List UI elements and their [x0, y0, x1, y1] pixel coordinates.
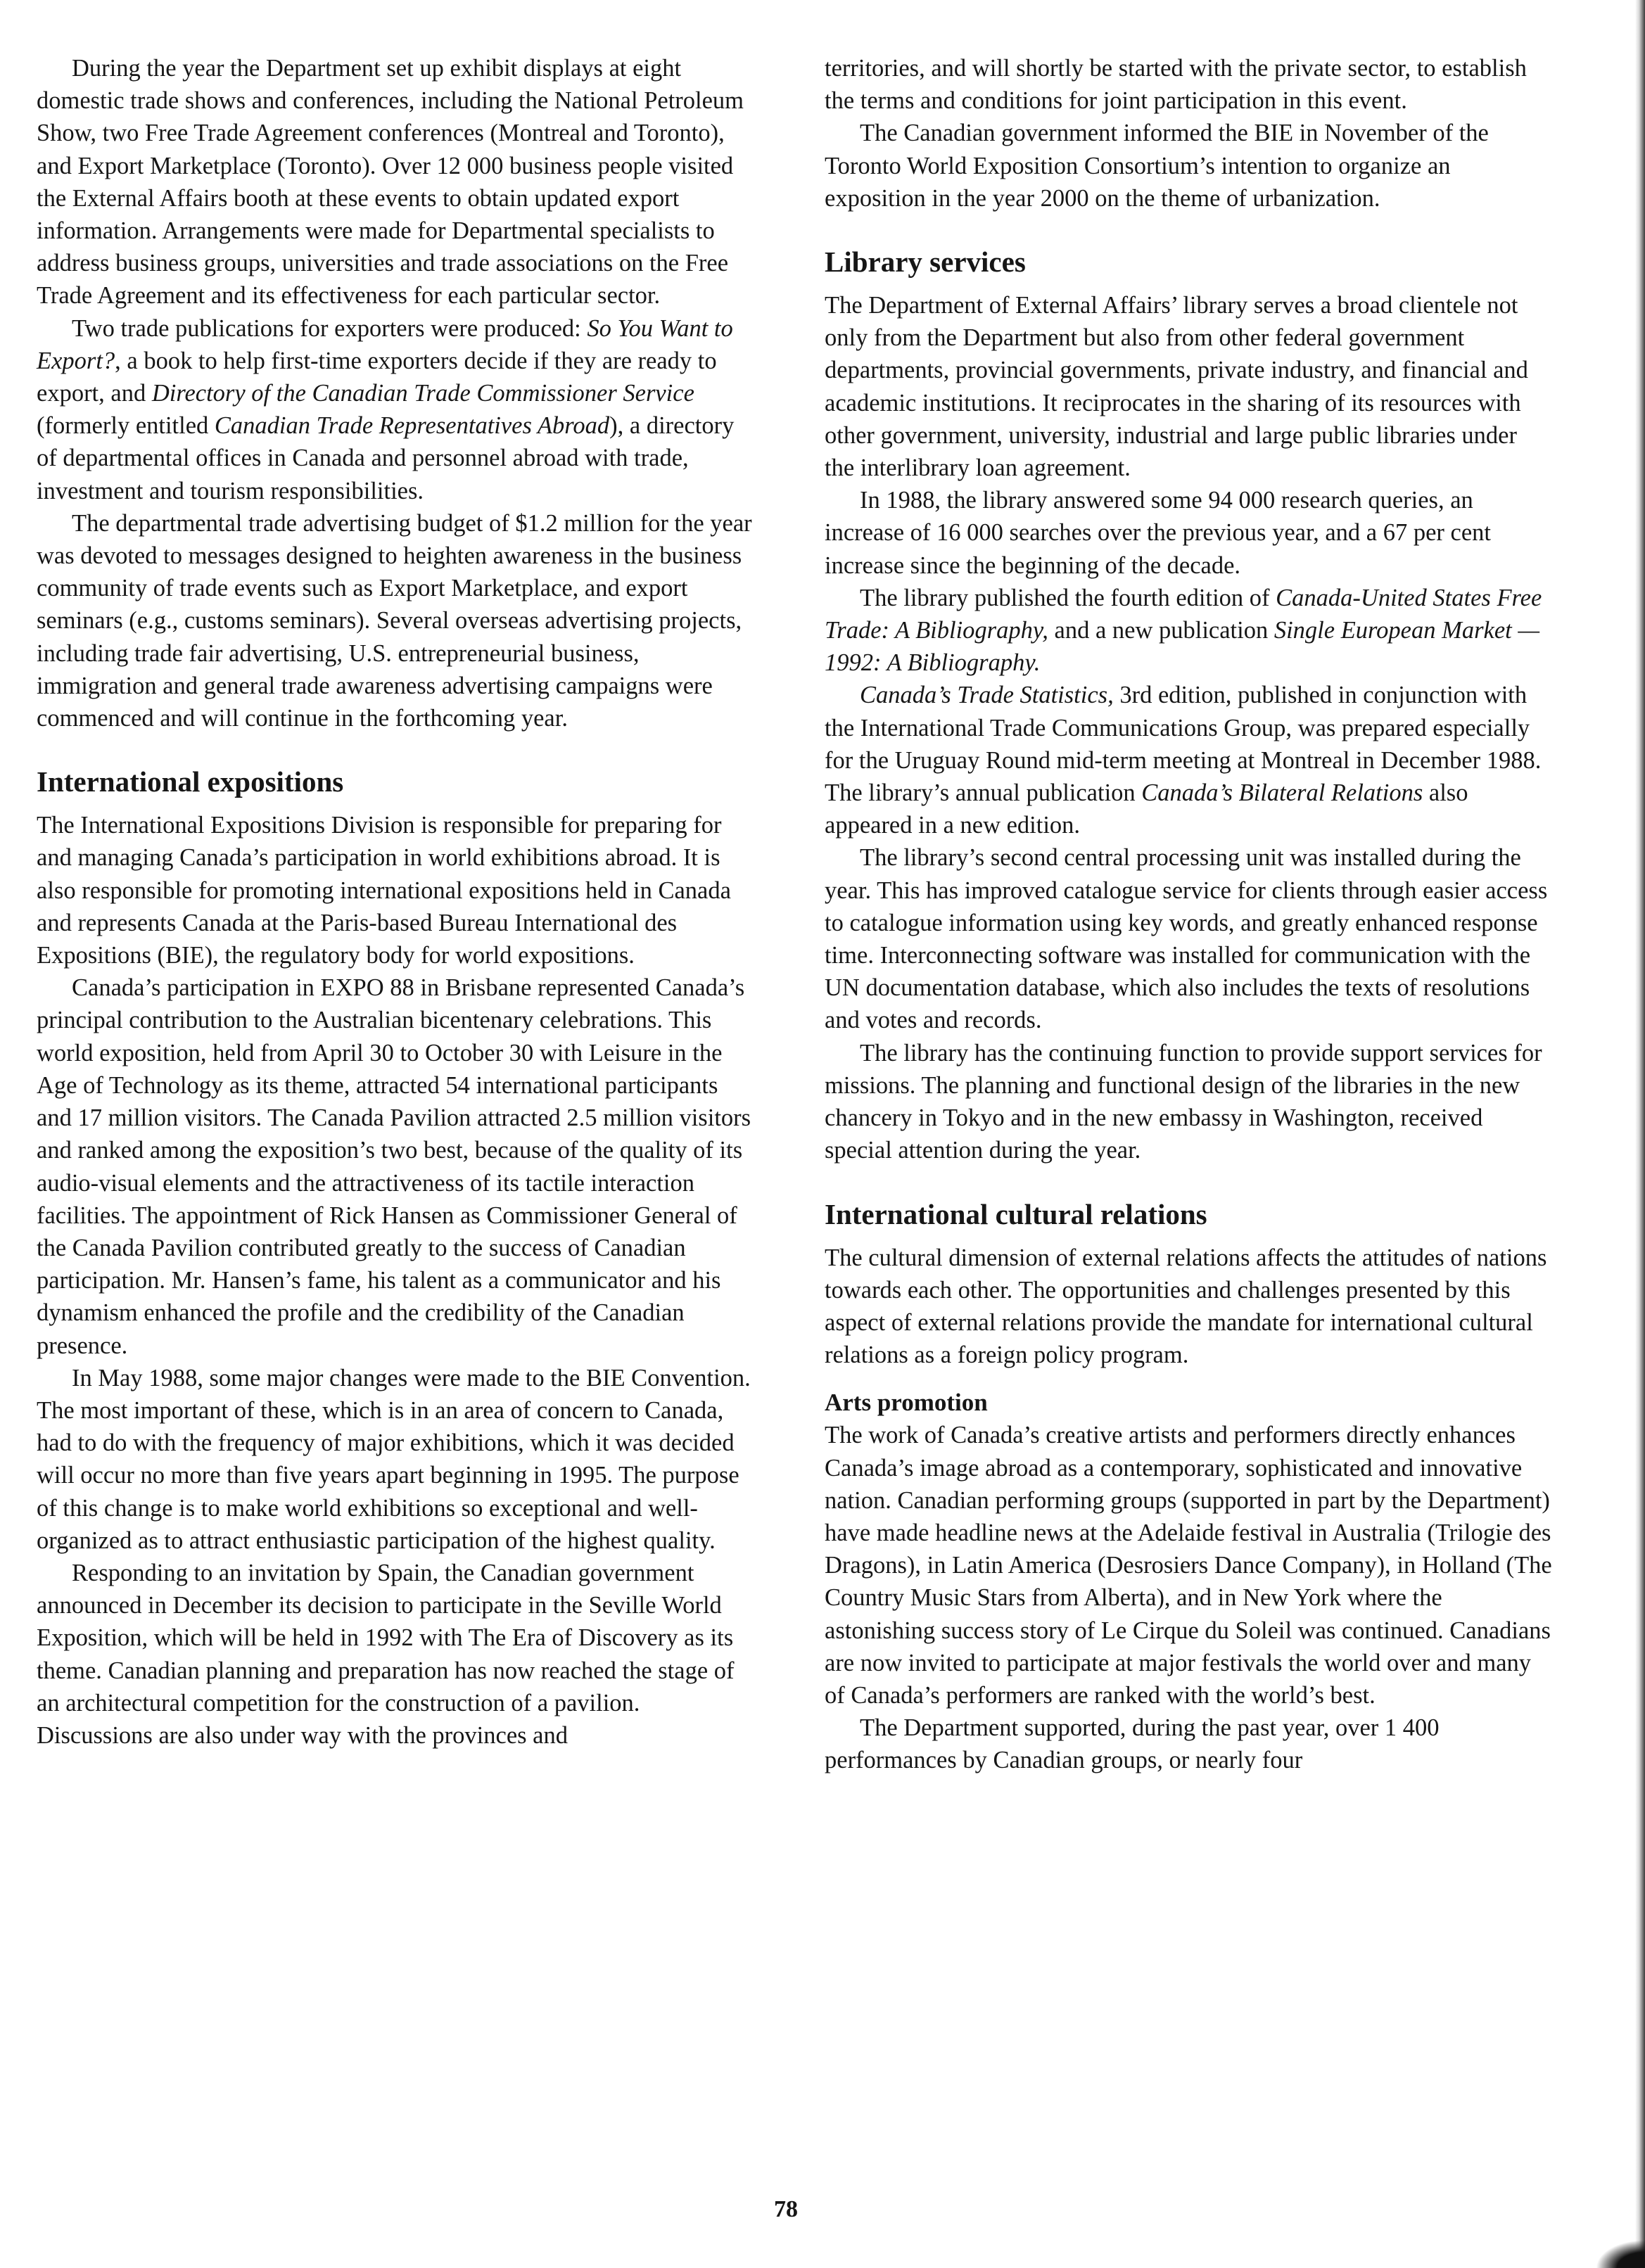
scan-corner-mark	[1596, 2240, 1645, 2268]
title-bilateral-relations: Canada’s Bilateral Relations	[1141, 779, 1423, 807]
paragraph-trade-publications	[37, 312, 756, 507]
text-run: ), a directory of departmental offices in Canada and personnel abroad with trade, investment and tourism responsibilities.	[37, 412, 735, 504]
text-run: also appeared in a new edition.	[825, 779, 1468, 839]
paragraph-library-clientele: The Department of External Affairs’ library serves a broad clientele not only from the Department but also from other federal government departments, provincial governments, private industry, and financial and academic institutions. It reciprocates in the sharing of its resources with other government, university, industrial and large public libraries under the interlibrary loan agreement.	[825, 292, 1528, 482]
right-column	[825, 52, 1552, 1777]
paragraph-processing-unit: The library’s second central processing unit was installed during the year. This has improved catalogue service for clients through easier access to catalogue information using key words, and greatly enhanced response time. Interconnecting software was installed for communication with the UN documentation database, which also includes the texts of resolutions and votes and records.	[825, 844, 1548, 1034]
paragraph-toronto-exposition: The Canadian government informed the BIE in November of the Toronto World Exposition Consortium’s intention to organize an exposition in the year 2000 on the theme of urbanization.	[825, 120, 1489, 212]
left-column	[37, 52, 756, 1752]
text-run: Two trade publications for exporters were produced:	[72, 314, 588, 342]
paragraph-advertising-budget: The departmental trade advertising budget of $1.2 million for the year was devoted to messages designed to heighten awareness in the business community of trade events such as Export Marketplace, and export seminars (e.g., customs seminars). Several overseas advertising projects, including trade fair advertising, U.S. entrepreneurial business, immigration and general trade awareness advertising campaigns were commenced and will continue in the forthcoming year.	[37, 509, 752, 732]
scan-edge-shadow	[1635, 0, 1645, 2268]
paragraph-bibliographies	[825, 582, 1552, 680]
text-run: and a new publication	[1048, 617, 1274, 644]
paragraph-research-queries: In 1988, the library answered some 94 000 research queries, an increase of 16 000 searches over the previous year, and a 67 per cent increase since the beginning of the decade.	[825, 487, 1491, 579]
paragraph-expo-88: Canada’s participation in EXPO 88 in Brisbane represented Canada’s principal contribution to the Australian bicentenary celebrations. This world exposition, held from April 30 to October 30 with Leisure in the Age of Technology as its theme, attracted 54 international participants and 17 million visitors. The Canada Pavilion attracted 2.5 million visitors and ranked among the exposition’s two best, because of the quality of its audio-visual elements and the attractiveness of its tactile interaction facilities. The appointment of Rick Hansen as Commissioner General of the Canada Pavilion contributed greatly to the success of Canadian participation. Mr. Hansen’s fame, his talent as a communicator and his dynamism enhanced the profile and the credibility of the Canadian presence.	[37, 974, 751, 1359]
paragraph-seville-exposition: Responding to an invitation by Spain, the Canadian government announced in December its decision to participate in the Seville World Exposition, which will be held in 1992 with The Era of Discovery as its theme. Canadian planning and preparation has now reached the stage of an architectural competition for the construction of a pavilion. Discussions are also under way with the provinces and	[37, 1559, 735, 1749]
paragraph-creative-artists: The work of Canada’s creative artists and performers directly enhances Canada’s image abroad as a contemporary, sophisticated and innovative nation. Canadian performing groups (supported in part by the Department) have made headline news at the Adelaide festival in Australia (Trilogie des Dragons), in Latin America (Desrosiers Dance Company), in Holland (The Country Music Stars from Alberta), and in New York where the astonishing success story of Le Cirque du Soleil was continued. Canadians are now invited to participate at major festivals the world over and many of Canada’s performers are ranked with the world’s best.	[825, 1422, 1552, 1709]
title-canada-us-free-trade: Canada-United States Free Trade: A Bibliography,	[825, 584, 1542, 644]
title-directory-trade-commissioner: Directory of the Canadian Trade Commissioner Service	[151, 380, 694, 407]
paragraph-trade-exhibits: During the year the Department set up exhibit displays at eight domestic trade shows and conferences, including the National Petroleum Show, two Free Trade Agreement conferences (Montreal and Toronto), and Export Marketplace (Toronto). Over 12 000 business people visited the External Affairs booth at these events to obtain updated export information. Arrangements were made for Departmental specialists to address business groups, universities and trade associations on the Free Trade Agreement and its effectiveness for each particular sector.	[37, 55, 744, 310]
subheading-arts-promotion: Arts promotion	[825, 1389, 988, 1417]
text-run: (formerly entitled	[37, 412, 215, 440]
title-so-you-want-to-export: So You Want to Export?	[37, 314, 733, 374]
paragraph-bie-convention: In May 1988, some major changes were made to the BIE Convention. The most important of these, which is in an area of concern to Canada, had to do with the frequency of major exhibitions, which it was decided will occur no more than five years apart beginning in 1995. The purpose of this change is to make world exhibitions so exceptional and well-organized as to attract enthusiastic participation of the highest quality.	[37, 1364, 751, 1554]
page-number: 78	[774, 2196, 798, 2222]
paragraph-mission-support: The library has the continuing function to provide support services for missions. The planning and functional design of the libraries in the new chancery in Tokyo and in the new embassy in Washington, received special attention during the year.	[825, 1039, 1542, 1164]
paragraph-performances-supported: The Department supported, during the past year, over 1 400 performances by Canadian groups, or nearly four	[825, 1714, 1440, 1774]
paragraph-trade-statistics	[825, 679, 1552, 841]
text-run: 3rd edition, published in conjunction with the International Trade Communications Group, was prepared especially for the Uruguay Round mid-term meeting at Montreal in December 1988. The library’s annual publication	[825, 682, 1542, 807]
paragraph-continuation: territories, and will shortly be started with the private sector, to establish the terms and conditions for joint participation in this event.	[825, 55, 1527, 115]
title-single-european-market: Single European Market — 1992: A Bibliography.	[825, 617, 1540, 677]
heading-international-expositions: International expositions	[37, 765, 344, 798]
heading-international-cultural-relations: International cultural relations	[825, 1197, 1207, 1230]
paragraph-expositions-division: The International Expositions Division is responsible for preparing for and managing Canada’s participation in world exhibitions abroad. It is also responsible for promoting international expositions held in Canada and represents Canada at the Paris-based Bureau International des Expositions (BIE), the regulatory body for world expositions.	[37, 812, 731, 969]
text-run: The library published the fourth edition of	[860, 584, 1276, 611]
paragraph-cultural-dimension: The cultural dimension of external relations affects the attitudes of nations towards each other. The opportunities and challenges presented by this aspect of external relations provide the mandate for international cultural relations as a foreign policy program.	[825, 1244, 1547, 1369]
title-trade-representatives-abroad: Canadian Trade Representatives Abroad	[214, 412, 610, 440]
title-canadas-trade-statistics: Canada’s Trade Statistics,	[860, 682, 1114, 709]
text-run: , a book to help first-time exporters decide if they are ready to export, and	[37, 347, 717, 407]
heading-library-services: Library services	[825, 246, 1026, 279]
